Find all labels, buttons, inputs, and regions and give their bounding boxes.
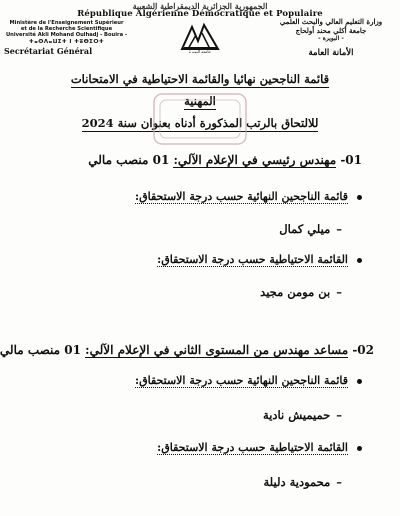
reserve-list-item (0, 475, 400, 489)
grade-name: مساعد مهندس من المستوى الثاني في الإعلام الآلي: (85, 343, 349, 357)
final-list-label: قائمة الناجحين النهائية حسب درجة الاستحقاق: (0, 374, 400, 387)
section-number: 01- (340, 153, 362, 167)
section-2-heading (0, 343, 400, 357)
ministry-line: Ministère de l'Enseignement Supérieur (9, 20, 124, 26)
section-1-heading (0, 153, 400, 167)
bullet-icon (357, 258, 362, 263)
posts-count: 01 منصب مالي (0, 343, 81, 357)
ministry-line: et de la Recherche Scientifique (20, 26, 113, 33)
dash-icon: – (336, 285, 342, 299)
secretariat-ar: الأمانة العامة (308, 47, 354, 58)
city-line-ar: - البويرة - (318, 35, 344, 42)
section-number: 02- (352, 343, 374, 357)
university-line-ar: جامعة أكلي محند أولحاج (295, 25, 367, 35)
university-logo-icon (178, 19, 222, 53)
republic-arabic: الجمهورية الجزائرية الديمقراطية الشعبية (132, 1, 268, 11)
ministry-line-ar: وزارة التعليم العالي والبحث العلمي (279, 17, 383, 26)
reserve-list-label: القائمة الاحتياطية حسب درجة الاستحقاق: (0, 441, 400, 454)
republic-french: République Algérienne Démocratique et Populaire (77, 9, 323, 19)
candidate-name: حميميش نادية (263, 408, 331, 422)
ministry-french (4, 20, 129, 45)
final-list-item (0, 408, 400, 422)
dash-icon: – (336, 408, 342, 422)
ministry-arabic (266, 18, 396, 57)
title-line-1: قائمة الناجحين نهائيا والقائمة الاحتياطية في الامتحانات المهنية (70, 72, 330, 108)
final-list-item (0, 222, 400, 236)
grade-name: مهندس رئيسي في الإعلام الآلي: (173, 153, 337, 167)
secretariat-label: Secrétariat Général (4, 46, 93, 56)
posts-count: 01 منصب مالي (88, 153, 170, 167)
dash-icon: – (336, 475, 342, 489)
candidate-name: محمودية دليلة (263, 475, 331, 489)
reserve-list-item (0, 285, 400, 299)
university-line: Université Akli Mohand Oulhadj - Bouira - (5, 32, 128, 39)
dash-icon: – (336, 222, 342, 236)
bullet-icon (357, 446, 362, 451)
candidate-name: بن مومن مجيد (260, 285, 331, 299)
university-tifinagh: ⵜⴰⵙⴷⴰⵡⵉⵜ ⵏ ⵜⵓⴱⵉⵔⵜ (28, 38, 105, 45)
bullet-icon (357, 195, 362, 200)
reserve-list-label: القائمة الاحتياطية حسب درجة الاستحقاق: (0, 253, 400, 266)
official-stamp (150, 88, 250, 150)
bullet-icon (357, 379, 362, 384)
final-list-label: قائمة الناجحين النهائية حسب درجة الاستحقاق: (0, 190, 400, 203)
title-line-2: للالتحاق بالرتب المذكورة أدناه بعنوان سنة 2024 (81, 116, 319, 130)
candidate-name: ميلي كمال (279, 222, 331, 236)
svg-text:جامعة البويرة: جامعة البويرة (188, 49, 212, 53)
